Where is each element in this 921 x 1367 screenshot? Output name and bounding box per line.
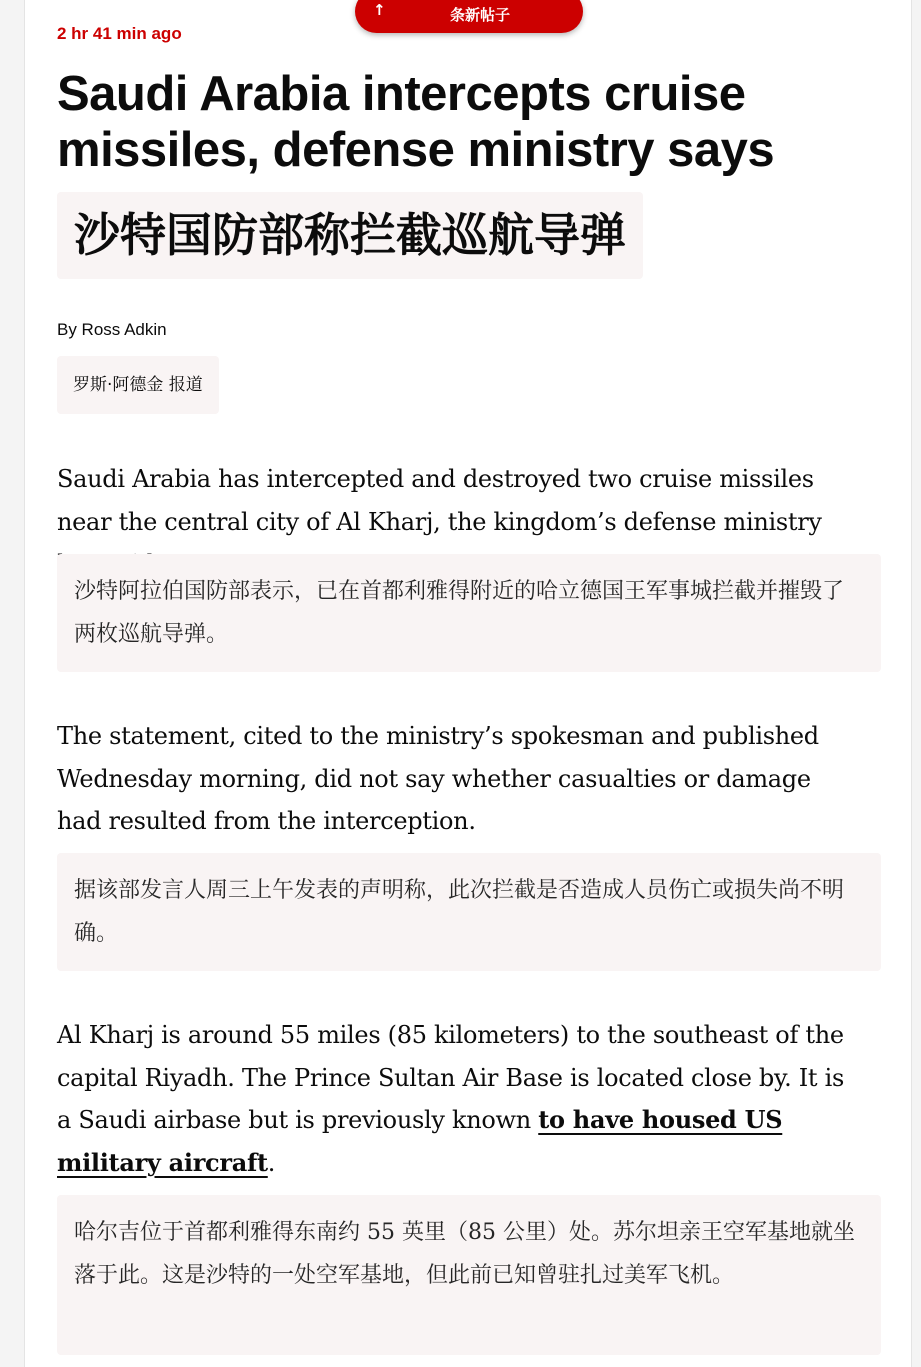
paragraph-3-text: Al Kharj is around 55 miles (85 kilometers) to the southeast of the capital Riyadh. The Prince Sultan Air Base is located close by. It is a Saudi airbase but is previously known — [57, 1021, 844, 1134]
paragraph-2: The statement, cited to the ministry’s spokesman and published Wednesday morning, did not say whether casualties or damage had resulted from the interception. — [57, 722, 819, 835]
post-timestamp: 2 hr 41 min ago — [57, 24, 182, 43]
article-container — [24, 0, 912, 1367]
newer-posts-label-zh: 条新帖子 — [449, 6, 510, 24]
paragraph-3 — [57, 1014, 857, 1184]
arrow-up-icon: ↑ — [373, 1, 386, 19]
paragraph-1: Saudi Arabia has intercepted and destroyed two cruise missiles near the central city of Al Kharj, the kingdom’s defense ministry — [57, 465, 822, 536]
paragraph-2-translation: 据该部发言人周三上午发表的声明称，此次拦截是否造成人员伤亡或损失尚不明确。 — [57, 853, 881, 971]
paragraph-3-end: . — [267, 1148, 276, 1177]
paragraph-3-translation: 哈尔吉位于首都利雅得东南约 55 英里（85 公里）处。苏尔坦亲王空军基地就坐落于此。这是沙特的一处空军基地，但此前已知曾驻扎过美军飞机。 — [57, 1195, 881, 1355]
byline-translation: 罗斯·阿德金 报道 — [57, 356, 219, 414]
newer-posts-label — [395, 0, 555, 1]
byline: By Ross Adkin — [57, 320, 167, 339]
us-military-aircraft-link[interactable]: to have housed US military aircraft — [57, 1105, 783, 1177]
paragraph-1-translation: 沙特阿拉伯国防部表示，已在首都利雅得附近的哈立德国王军事城拦截并摧毁了两枚巡航导弹。 — [57, 554, 881, 672]
headline-translation: 沙特国防部称拦截巡航导弹 — [57, 192, 643, 279]
headline: Saudi Arabia intercepts cruise missiles, defense ministry says — [57, 67, 775, 177]
newer-posts-button[interactable] — [355, 0, 583, 33]
